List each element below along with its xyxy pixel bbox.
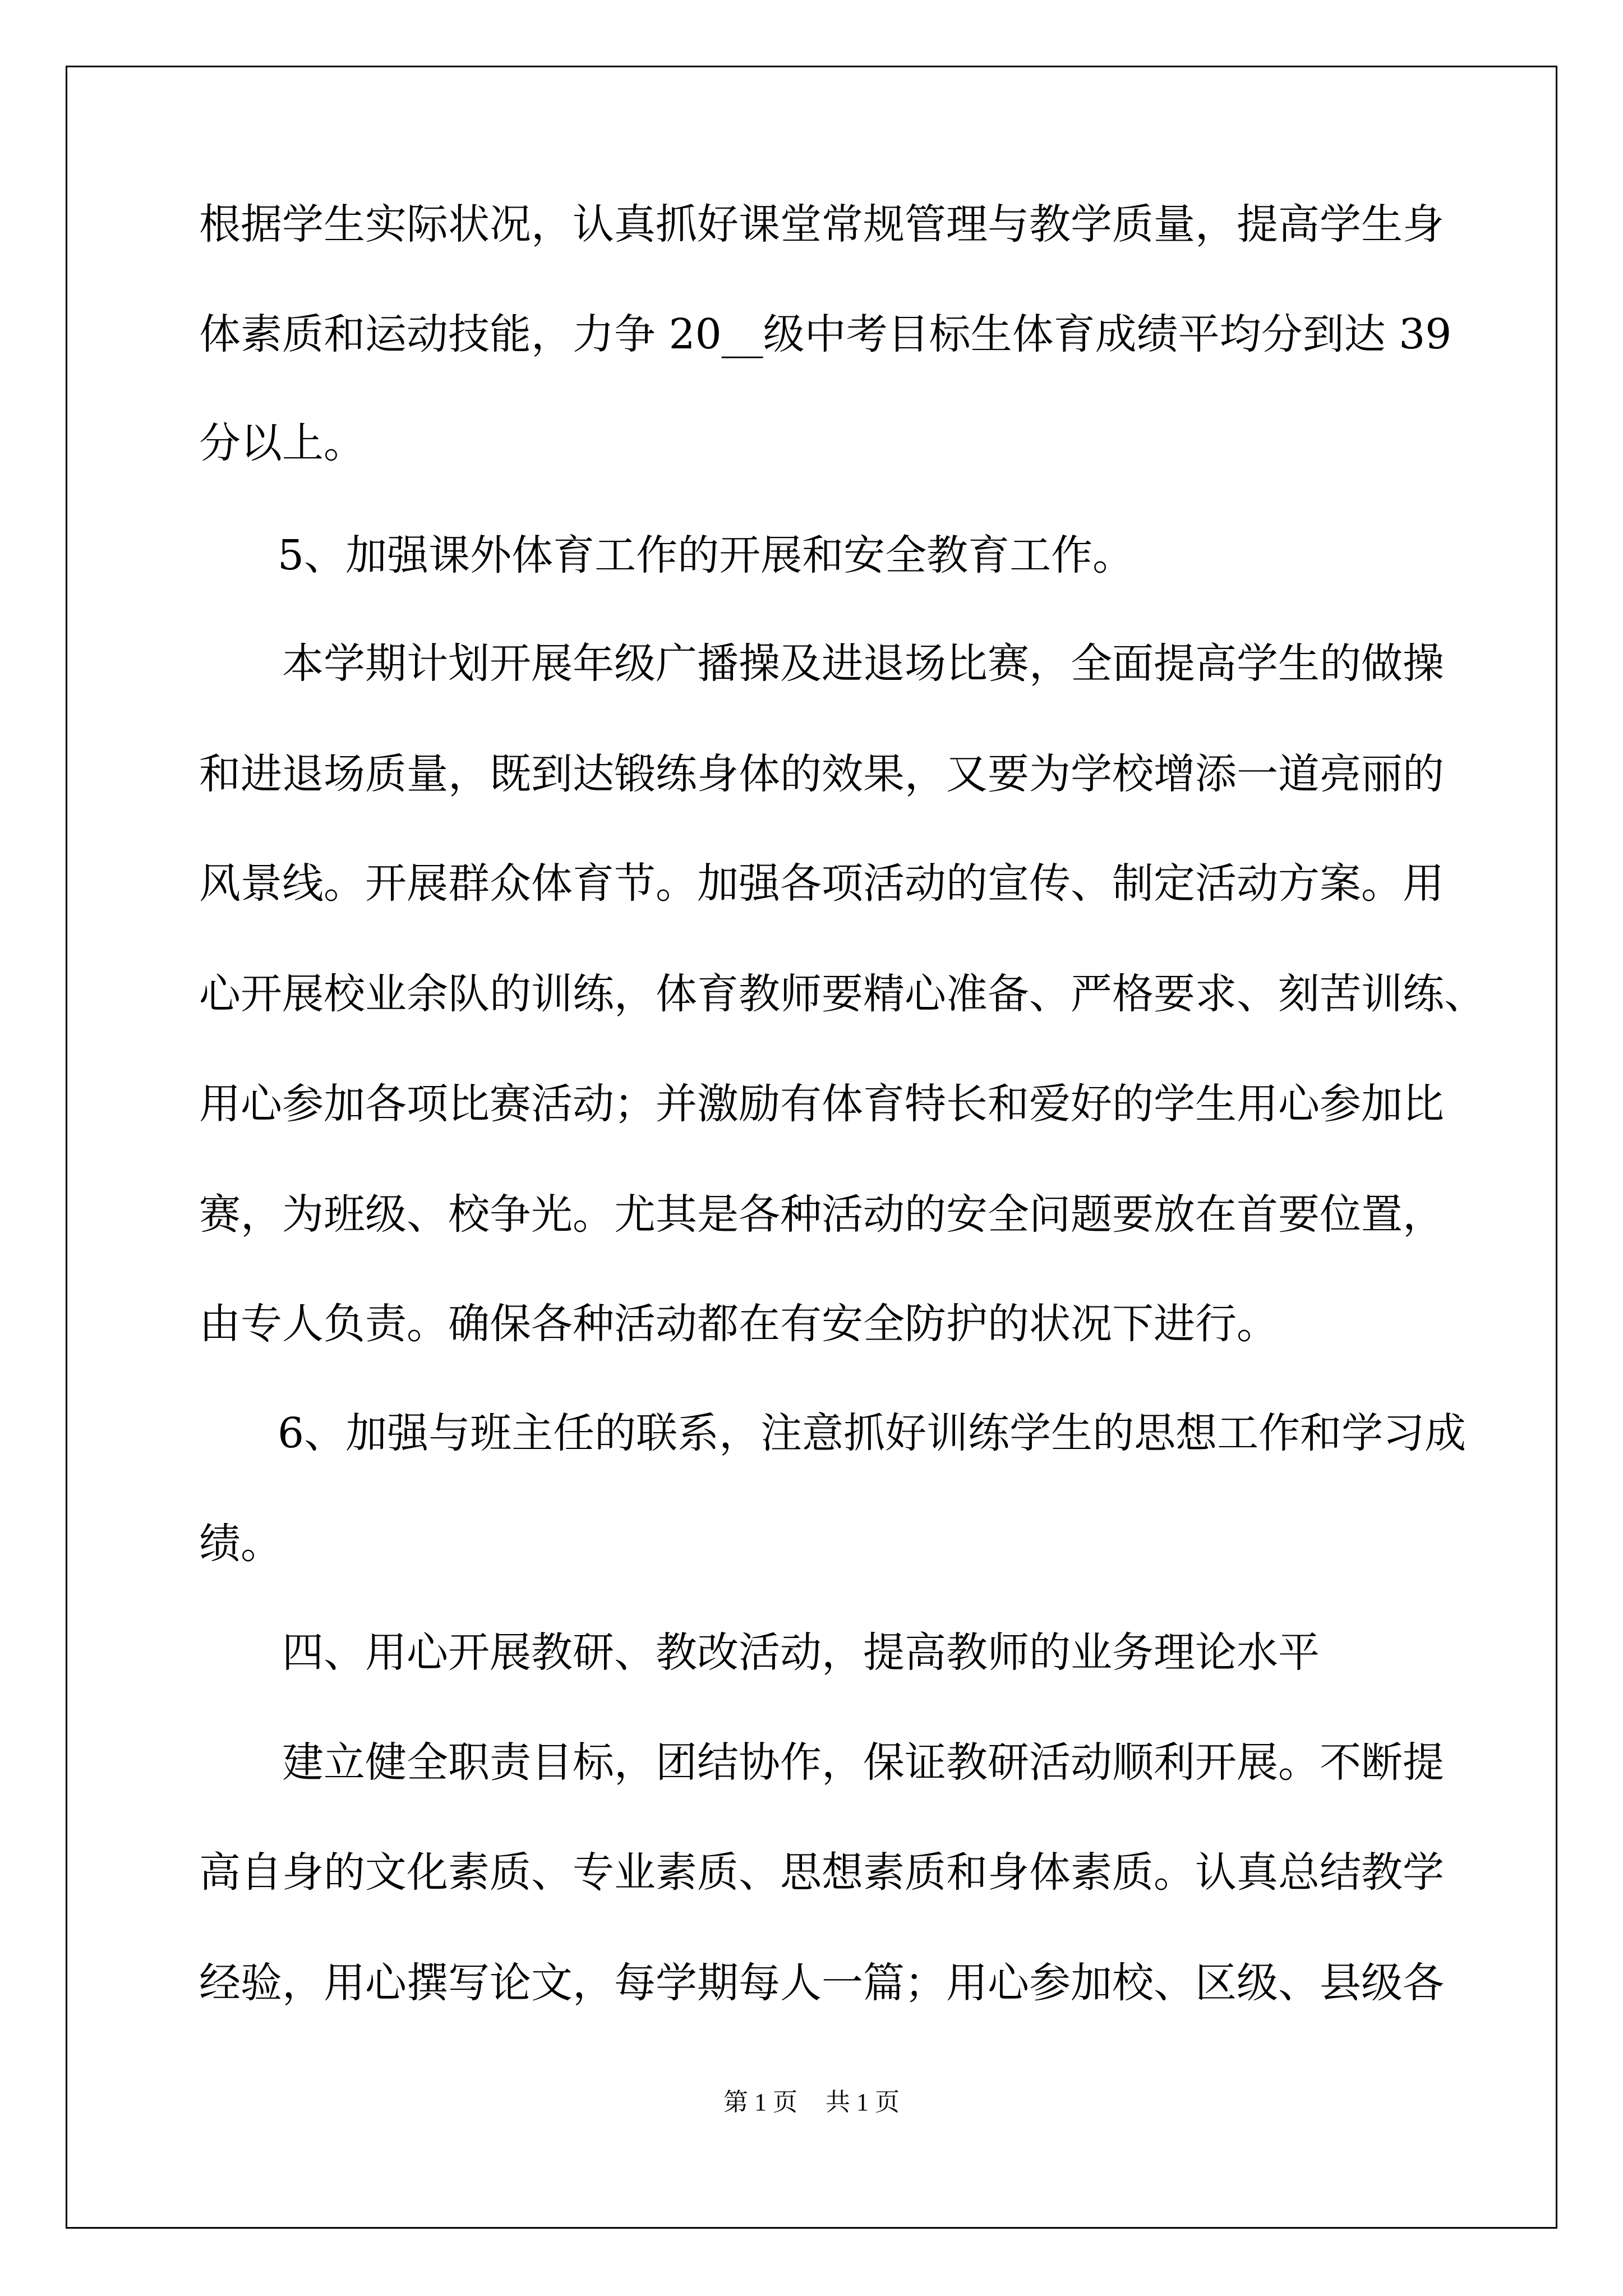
text-line-6: 和进退场质量，既到达锻练身体的效果，又要为学校增添一道亮丽的 (199, 750, 1444, 798)
page-border (66, 66, 1557, 2229)
text-line-8: 心开展校业余队的训练，体育教师要精心准备、严格要求、刻苦训练、 (199, 970, 1486, 1018)
text-line-11: 由专人负责。确保各种活动都在有安全防护的状况下进行。 (199, 1300, 1278, 1348)
page-total: 共 1 页 (826, 2088, 900, 2116)
text-line-1: 根据学生实际状况，认真抓好课堂常规管理与教学质量，提高学生身 (199, 200, 1444, 249)
text-line-3: 分以上。 (199, 419, 365, 467)
text-line-2: 体素质和运动技能，力争 20__级中考目标生体育成绩平均分到达 39 (199, 310, 1452, 358)
text-line-16: 高自身的文化素质、专业素质、思想素质和身体素质。认真总结教学 (199, 1848, 1444, 1897)
text-line-10: 赛，为班级、校争光。尤其是各种活动的安全问题要放在首要位置， (199, 1190, 1444, 1239)
text-line-5: 本学期计划开展年级广播操及进退场比赛，全面提高学生的做操 (282, 639, 1444, 688)
text-line-17: 经验，用心撰写论文，每学期每人一篇；用心参加校、区级、县级各 (199, 1959, 1444, 2007)
text-line-12: 6、加强与班主任的联系，注意抓好训练学生的思想工作和学习成 (278, 1409, 1467, 1457)
text-line-7: 风景线。开展群众体育节。加强各项活动的宣传、制定活动方案。用 (199, 859, 1444, 908)
page-number: 第 1 页 (723, 2088, 797, 2116)
text-line-9: 用心参加各项比赛活动；并激励有体育特长和爱好的学生用心参加比 (199, 1080, 1444, 1128)
text-line-13: 绩。 (199, 1520, 282, 1568)
text-line-14: 四、用心开展教研、教改活动，提高教师的业务理论水平 (282, 1628, 1320, 1677)
text-line-15: 建立健全职责目标，团结协作，保证教研活动顺利开展。不断提 (282, 1738, 1444, 1787)
page-footer (0, 2086, 1623, 2119)
text-line-4: 5、加强课外体育工作的开展和安全教育工作。 (278, 531, 1135, 579)
